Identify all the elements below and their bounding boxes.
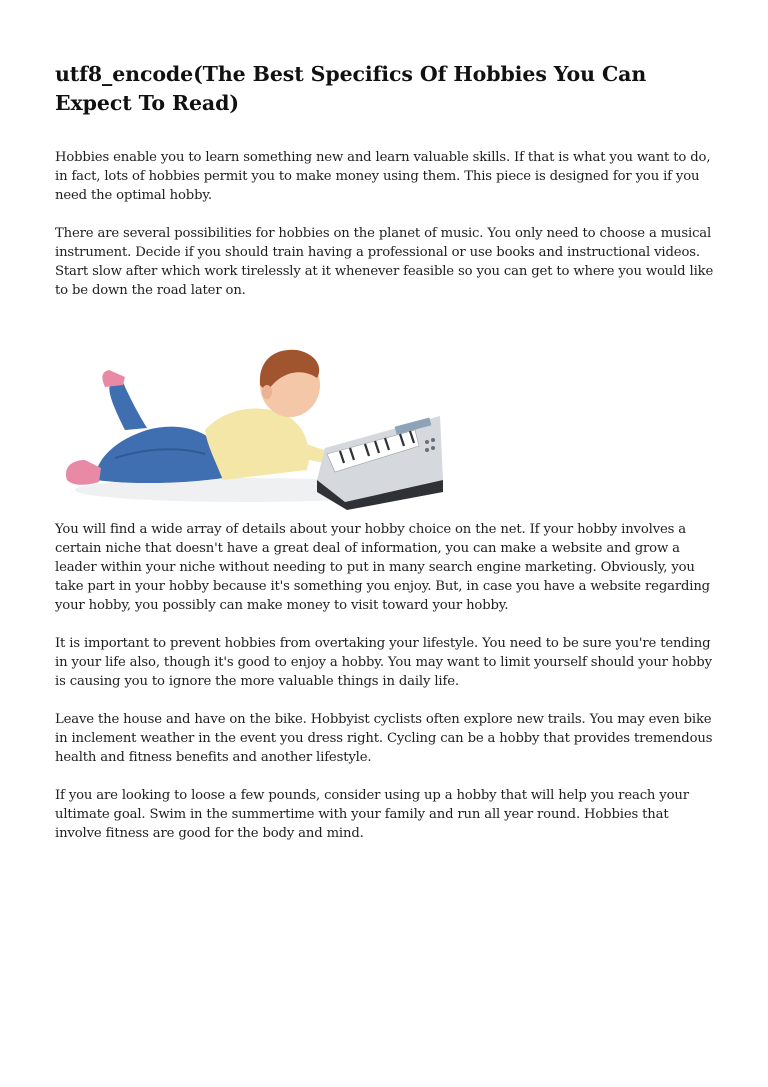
- paragraph-balance: It is important to prevent hobbies from overtaking your lifestyle. You need to be sure you're tending in your life also, though it's good to enjoy a hobby. You may want to limit yourself should your hobby is causing you to ignore the more valuable things in daily life.: [55, 636, 712, 689]
- paragraph-music: There are several possibilities for hobbies on the planet of music. You only need to choose a musical instrument. Decide if you should train having a professional or use books and instructional videos. Start slow after which work tirelessly at it whenever feasible so you can get to where you would like to be down the road later on.: [55, 226, 714, 298]
- baby-piano-illustration: [55, 330, 443, 510]
- paragraph-intro: Hobbies enable you to learn something new and learn valuable skills. If that is what you want to do, in fact, lots of hobbies permit you to make money using them. This piece is designed for you if you need the optimal hobby.: [55, 150, 711, 203]
- raised-sock-icon: [102, 370, 125, 387]
- paragraph-fitness: If you are looking to loose a few pounds, consider using up a hobby that will help you reach your ultimate goal. Swim in the summertime with your family and run all year round. Hobbies that involve fitness are good for the body and mind.: [55, 788, 689, 841]
- jeans: [95, 427, 223, 483]
- document-title: utf8_encode(The Best Specifics Of Hobbies You Can Expect To Read): [55, 62, 647, 115]
- lower-sock-icon: [66, 460, 101, 485]
- baby-piano-photo: [55, 330, 443, 510]
- ear: [262, 385, 272, 399]
- raised-leg: [109, 382, 147, 430]
- document-page: [55, 60, 717, 862]
- paragraph-online-info: You will find a wide array of details about your hobby choice on the net. If your hobby involves a certain niche that doesn't have a great deal of information, you can make a website and grow a leader within your niche without needing to put in many search engine marketing. Obviously, you take part in your hobby because it's something you enjoy. But, in case you have a website regarding your hobby, you possibly can make money to visit toward your hobby.: [55, 522, 710, 613]
- paragraph-cycling: Leave the house and have on the bike. Hobbyist cyclists often explore new trails. You may even bike in inclement weather in the event you dress right. Cycling can be a hobby that provides tremendous health and fitness benefits and another lifestyle.: [55, 712, 713, 765]
